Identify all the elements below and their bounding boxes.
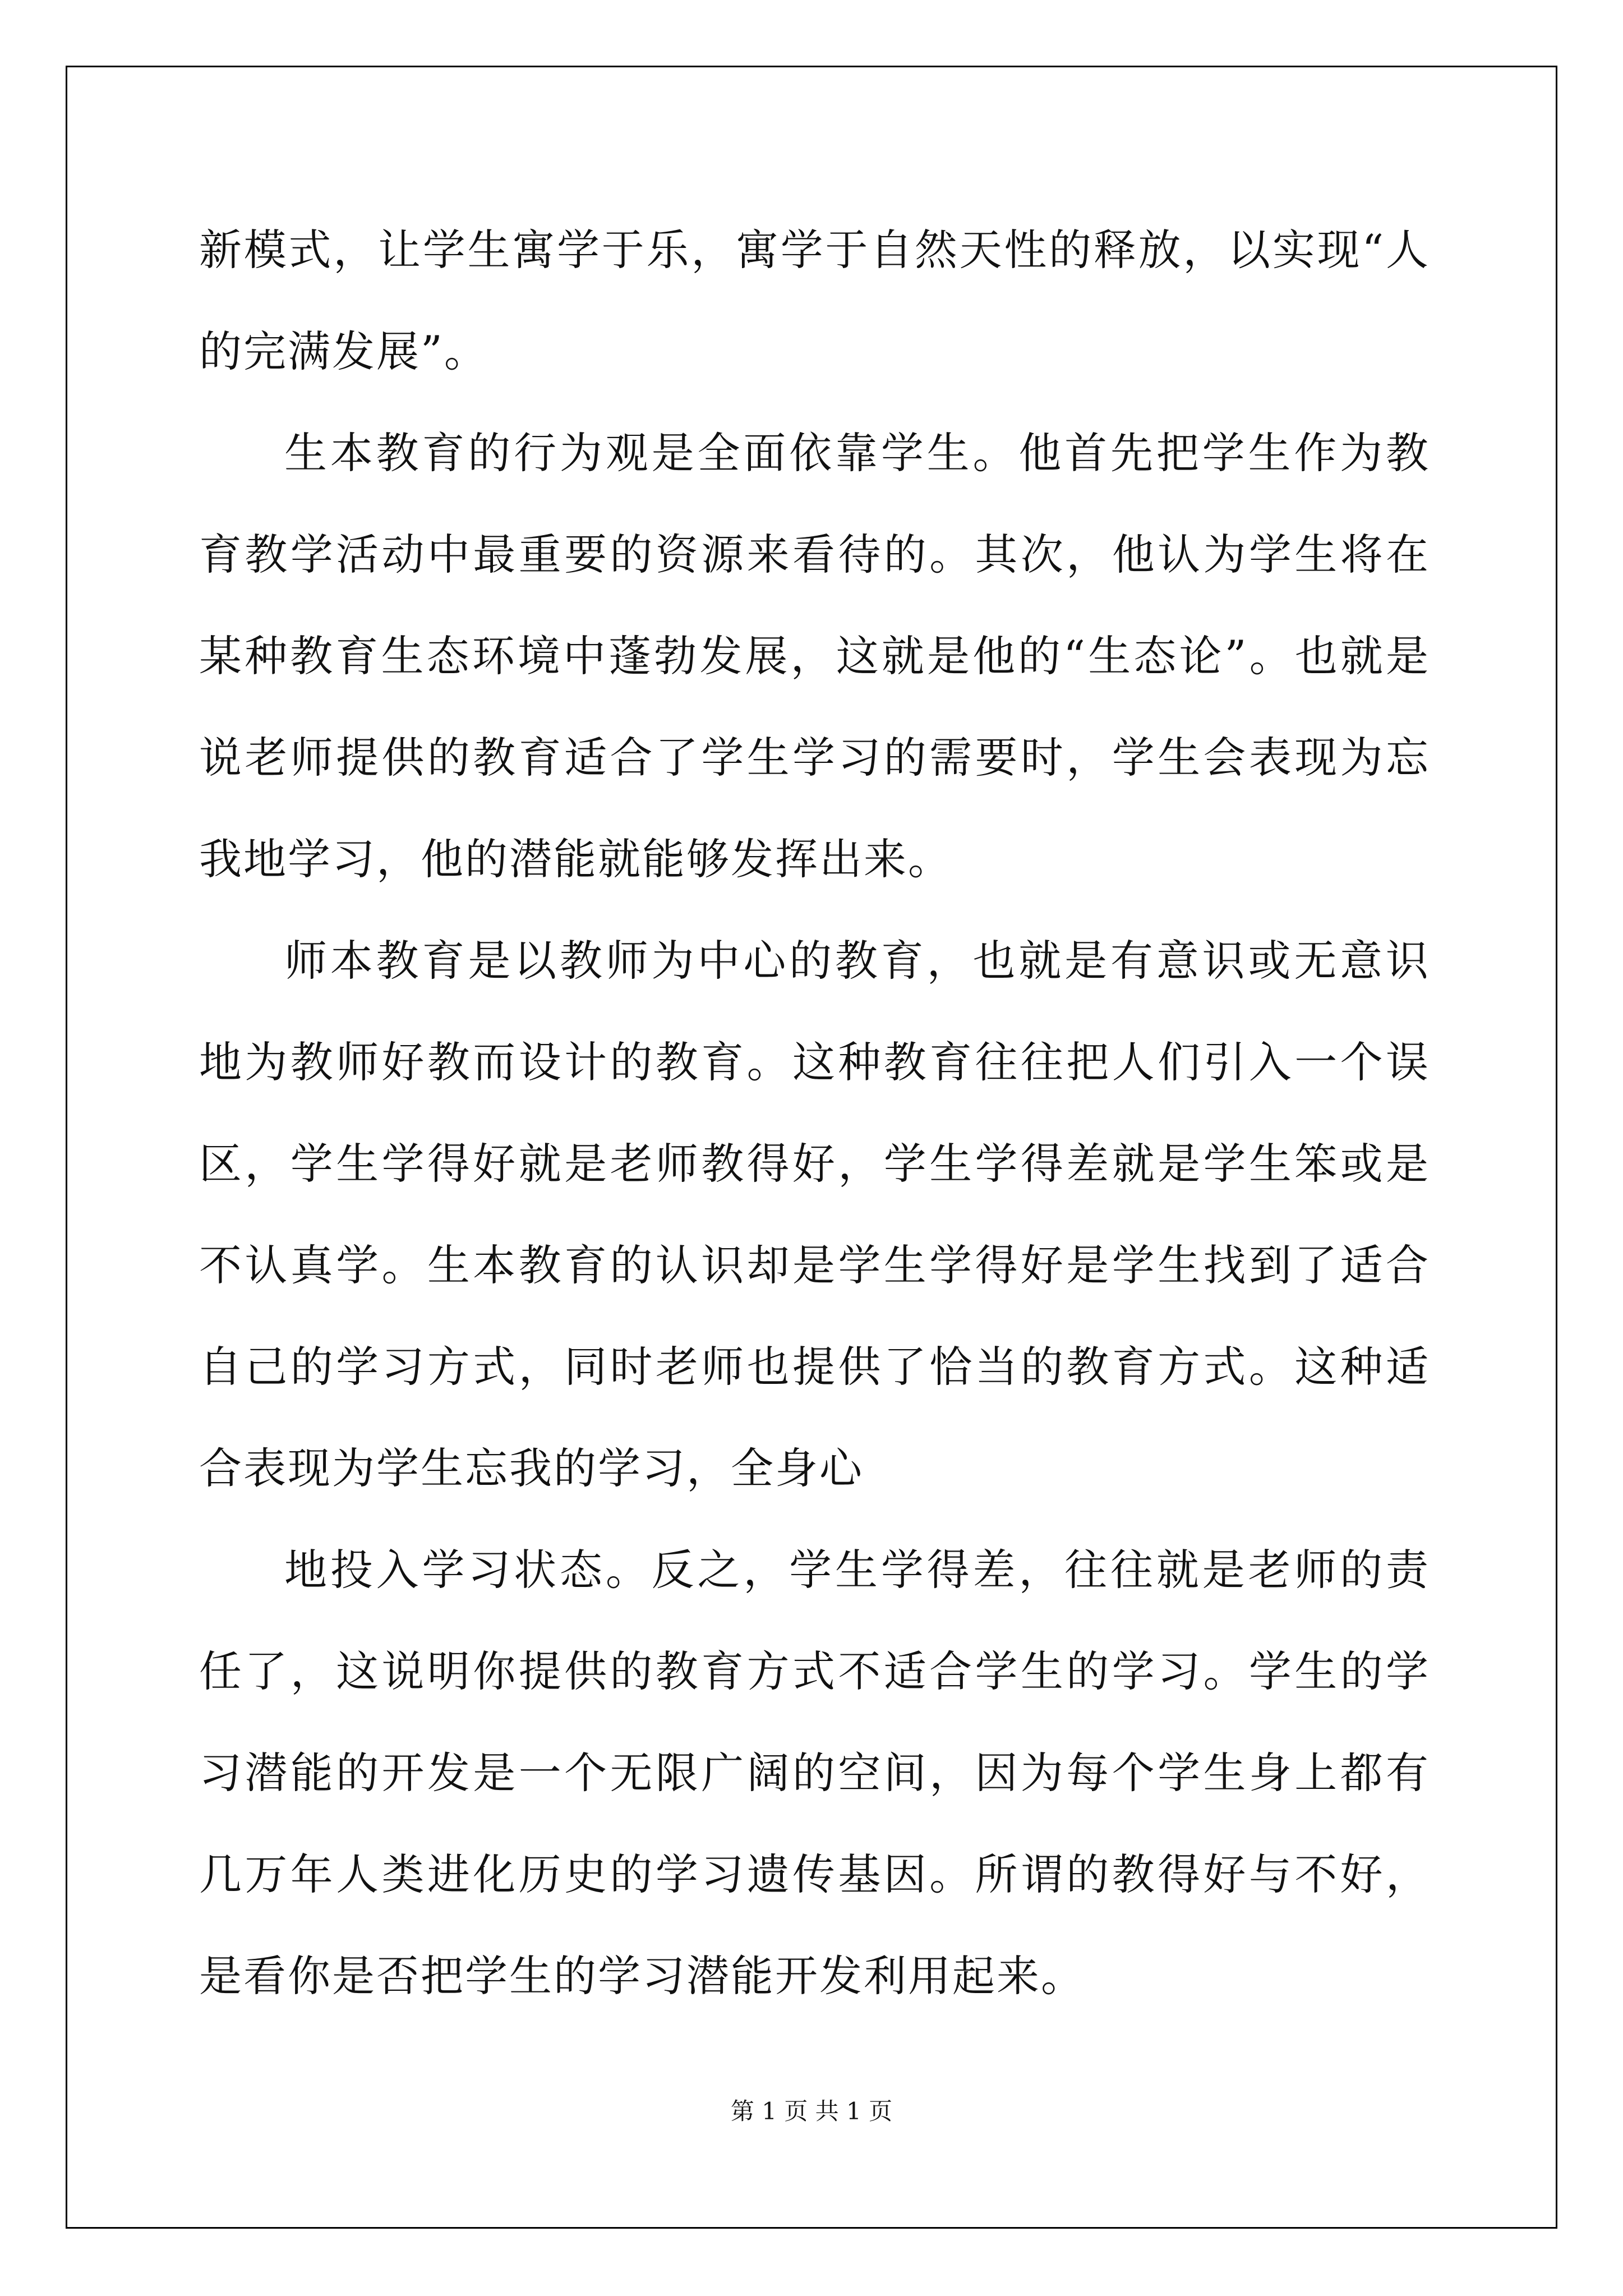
- paragraph-2: 生本教育的行为观是全面依靠学生。他首先把学生作为教育教学活动中最重要的资源来看待的。其次，他认为学生将在某种教育生态环境中蓬勃发展，这就是他的“生态论”。也就是说老师提供的教育适合了学生学习的需要时，学生会表现为忘我地学习，他的潜能就能够发挥出来。: [199, 428, 1430, 884]
- paragraph-4: 地投入学习状态。反之，学生学得差，往往就是老师的责任了，这说明你提供的教育方式不适合学生的学习。学生的学习潜能的开发是一个无限广阔的空间，因为每个学生身上都有几万年人类进化历史的学习遗传基因。所谓的教得好与不好，是看你是否把学生的学习潜能开发利用起来。: [199, 1545, 1430, 2001]
- page-number-footer: 第 1 页 共 1 页: [730, 2097, 893, 2125]
- document-body: [199, 199, 1430, 2027]
- paragraph-3: 师本教育是以教师为中心的教育，也就是有意识或无意识地为教师好教而设计的教育。这种教育往往把人们引入一个误区，学生学得好就是老师教得好，学生学得差就是学生笨或是不认真学。生本教育的认识却是学生学得好是学生找到了适合自己的学习方式，同时老师也提供了恰当的教育方式。这种适合表现为学生忘我的学习，全身心: [199, 936, 1430, 1493]
- paragraph-1: 新模式，让学生寓学于乐，寓学于自然天性的释放，以实现“人的完满发展”。: [199, 225, 1430, 376]
